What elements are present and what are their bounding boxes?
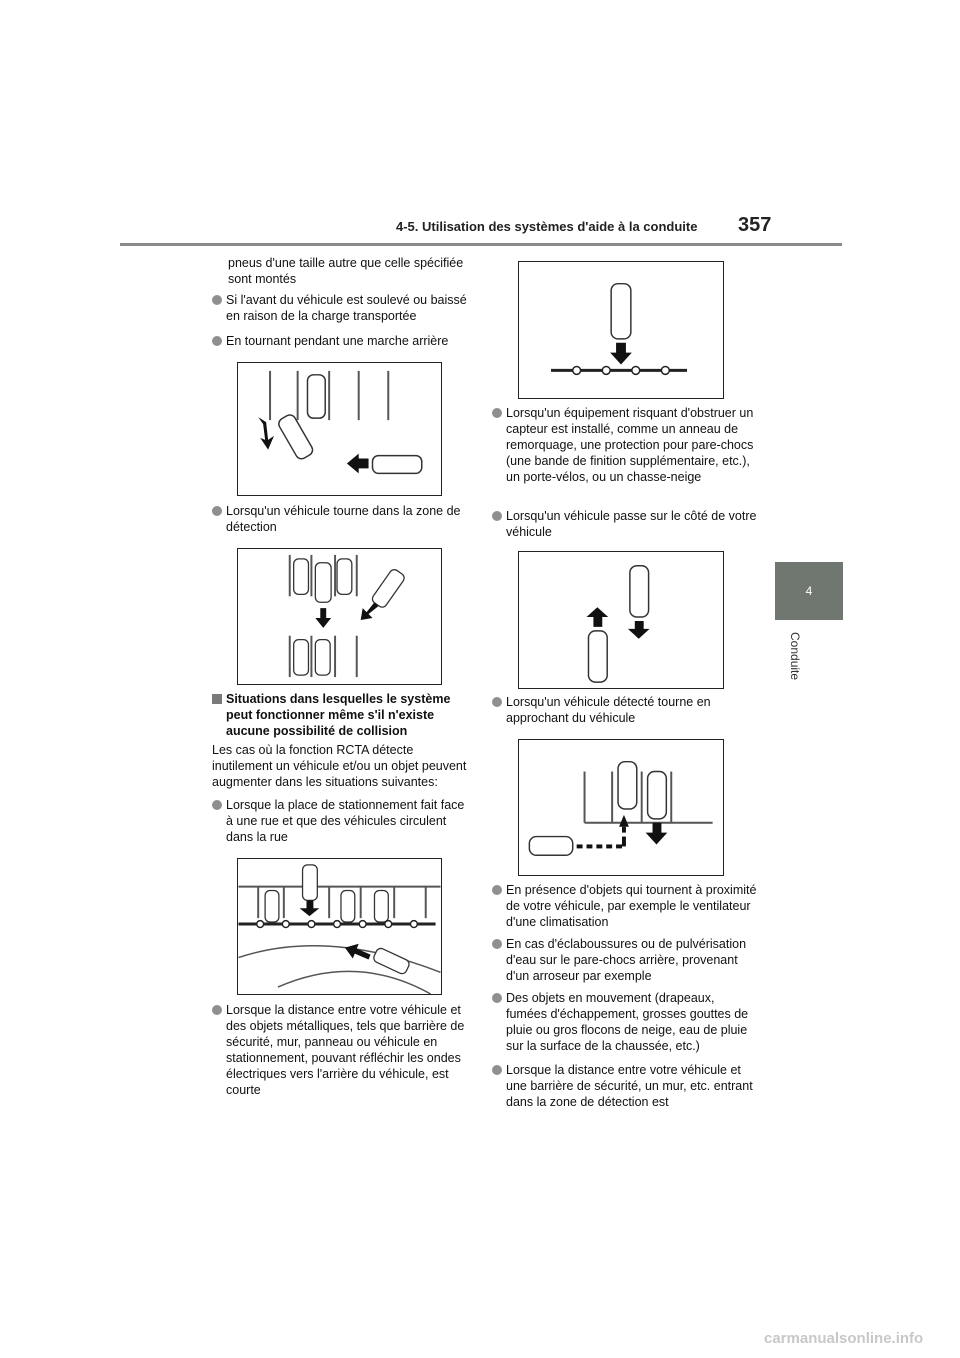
list-item — [492, 1062, 757, 1110]
continued-text: pneus d'une taille autre que celle spécifiée sont montés — [228, 256, 464, 286]
list-item-text: Lorsqu'un véhicule tourne dans la zone de détection — [226, 504, 461, 534]
bullet-dot — [492, 697, 502, 707]
list-item — [212, 333, 474, 349]
list-item — [492, 405, 757, 485]
list-item-text: En présence d'objets qui tournent à proximité de votre véhicule, par exemple le ventilateur d'une climatisation — [506, 883, 757, 929]
street-parking-illustration — [238, 859, 441, 994]
list-item-text: Des objets en mouvement (drapeaux, fumées d'échappement, grosses gouttes de pluie ou gros flocons de neige, eau de pluie sur la surface de la chaussée, etc.) — [506, 991, 749, 1053]
figure-turning-vehicle — [237, 548, 442, 685]
bullet-dot — [492, 939, 502, 949]
reverse-turn-illustration — [238, 363, 441, 495]
list-item — [212, 292, 474, 324]
bullet-dot — [212, 336, 222, 346]
list-item — [492, 990, 757, 1054]
bullet-dot — [492, 1065, 502, 1075]
bullet-dot — [492, 511, 502, 521]
list-item — [212, 503, 474, 535]
passing-vehicle-illustration — [519, 552, 723, 688]
page-number: 357 — [738, 214, 772, 236]
bullet-dot — [492, 408, 502, 418]
list-item — [492, 882, 757, 930]
bullet-dot — [492, 993, 502, 1003]
approaching-turn-illustration — [519, 740, 723, 875]
list-item — [492, 936, 757, 984]
list-item-text: Lorsqu'un équipement risquant d'obstruer un capteur est installé, comme un anneau de remorquage, une protection pour pare-chocs (une bande de finition supplémentaire, etc.), un porte-vélos, ou un chasse-neige — [506, 406, 754, 484]
list-item-text: Lorsque la place de stationnement fait face à une rue et que des véhicules circulent dans la rue — [226, 798, 465, 844]
chapter-label: Conduite — [788, 632, 802, 681]
list-item — [492, 508, 757, 540]
watermark: carmanualsonline.info — [764, 1330, 924, 1347]
intro-paragraph: Les cas où la fonction RCTA détecte inutilement un véhicule et/ou un objet peuvent augmenter dans les situations suivantes: — [212, 743, 467, 789]
section-heading — [212, 691, 474, 739]
bullet-dot — [212, 506, 222, 516]
list-item-text: Lorsqu'un véhicule détecté tourne en approchant du véhicule — [506, 695, 711, 725]
figure-equipment-rear — [518, 261, 724, 399]
figure-approaching-turn — [518, 739, 724, 876]
bullet-dot — [212, 1005, 222, 1015]
list-item-text: Lorsque la distance entre votre véhicule et des objets métalliques, tels que barrière de sécurité, mur, panneau ou véhicule en stationnement, pouvant réfléchir les ondes électriques vers l'arrière du véhicule, est courte — [226, 1003, 465, 1097]
section-title: 4-5. Utilisation des systèmes d'aide à la conduite — [396, 219, 698, 234]
list-item-text: Lorsqu'un véhicule passe sur le côté de votre véhicule — [506, 509, 757, 539]
list-item — [212, 1002, 474, 1098]
bullet-dot — [212, 295, 222, 305]
list-item-text: En cas d'éclaboussures ou de pulvérisation d'eau sur le pare-chocs arrière, provenant d'un arroseur par exemple — [506, 937, 747, 983]
heading-square-icon — [212, 694, 222, 704]
figure-street-parking — [237, 858, 442, 995]
figure-reverse-turn — [237, 362, 442, 496]
bullet-dot — [212, 800, 222, 810]
figure-passing-vehicle — [518, 551, 724, 689]
list-item — [212, 797, 474, 845]
list-item-text: Lorsque la distance entre votre véhicule et une barrière de sécurité, un mur, etc. entrant dans la zone de détection est — [506, 1063, 753, 1109]
equipment-rear-illustration — [519, 262, 723, 398]
section-heading-text: Situations dans lesquelles le système peut fonctionner même s'il n'existe aucune possibilité de collision — [226, 692, 451, 738]
bullet-dot — [492, 885, 502, 895]
header-rule — [120, 243, 842, 246]
list-item — [492, 694, 757, 726]
list-item-text: Si l'avant du véhicule est soulevé ou baissé en raison de la charge transportée — [226, 293, 467, 323]
chapter-tab: 4 — [775, 562, 843, 620]
turning-vehicle-illustration — [238, 549, 441, 684]
list-item-text: En tournant pendant une marche arrière — [226, 334, 449, 348]
